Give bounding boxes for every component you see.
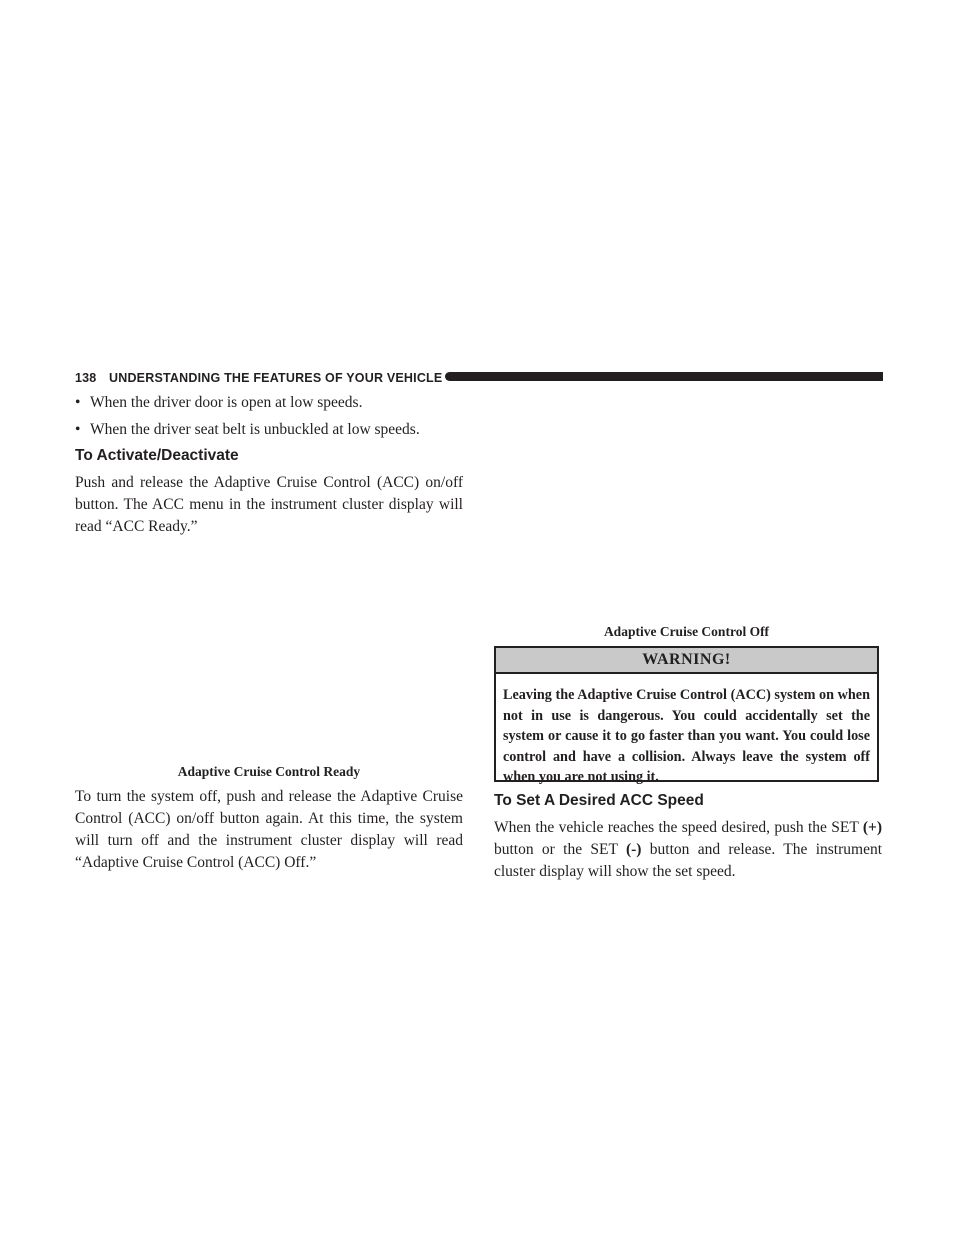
figure-acc-off bbox=[494, 392, 879, 612]
header-rule bbox=[445, 372, 883, 381]
set-speed-paragraph bbox=[494, 817, 882, 883]
heading-activate: To Activate/Deactivate bbox=[75, 447, 239, 464]
plus-button-label: (+) bbox=[862, 819, 883, 836]
bullet-item bbox=[75, 419, 465, 441]
section-title: UNDERSTANDING THE FEATURES OF YOUR VEHICLE bbox=[109, 371, 443, 385]
bullet-text: When the driver seat belt is unbuckled at low speeds. bbox=[90, 421, 420, 438]
warning-body: Leaving the Adaptive Cruise Control (ACC) system on when not in use is dangerous. You could accidentally set the system or cause it to go faster than you want. You could lose control and have a collision. Always leave the system off when you are not using it. bbox=[503, 687, 870, 785]
warning-box bbox=[494, 646, 879, 785]
minus-button-label: (-) bbox=[625, 841, 642, 858]
figure-acc-ready bbox=[75, 540, 463, 755]
bullet-item bbox=[75, 392, 465, 414]
deactivate-paragraph: To turn the system off, push and release the Adaptive Cruise Control (ACC) on/off button again. At this time, the system will turn off and the instrument cluster display will read “Adaptive Cruise Control (ACC) Off.” bbox=[75, 788, 463, 871]
page-number: 138 bbox=[75, 371, 97, 385]
bullet-symbol: • bbox=[75, 421, 81, 438]
page-header bbox=[75, 369, 883, 387]
bullet-text: When the driver door is open at low speeds. bbox=[90, 394, 363, 411]
set-speed-text: button or the SET bbox=[494, 841, 618, 858]
heading-set-speed: To Set A Desired ACC Speed bbox=[494, 792, 704, 809]
set-speed-text: When the vehicle reaches the speed desired, push the SET bbox=[494, 819, 859, 836]
figure-caption-acc-ready: Adaptive Cruise Control Ready bbox=[177, 764, 361, 779]
warning-title: WARNING! bbox=[496, 648, 877, 674]
figure-caption-acc-off: Adaptive Cruise Control Off bbox=[603, 624, 770, 639]
set-speed-text: button and release. The instrument cluster display will show the set speed. bbox=[494, 841, 882, 880]
activate-paragraph: Push and release the Adaptive Cruise Control (ACC) on/off button. The ACC menu in the instrument cluster display will read “ACC Ready.” bbox=[75, 474, 463, 535]
bullet-symbol: • bbox=[75, 394, 81, 411]
